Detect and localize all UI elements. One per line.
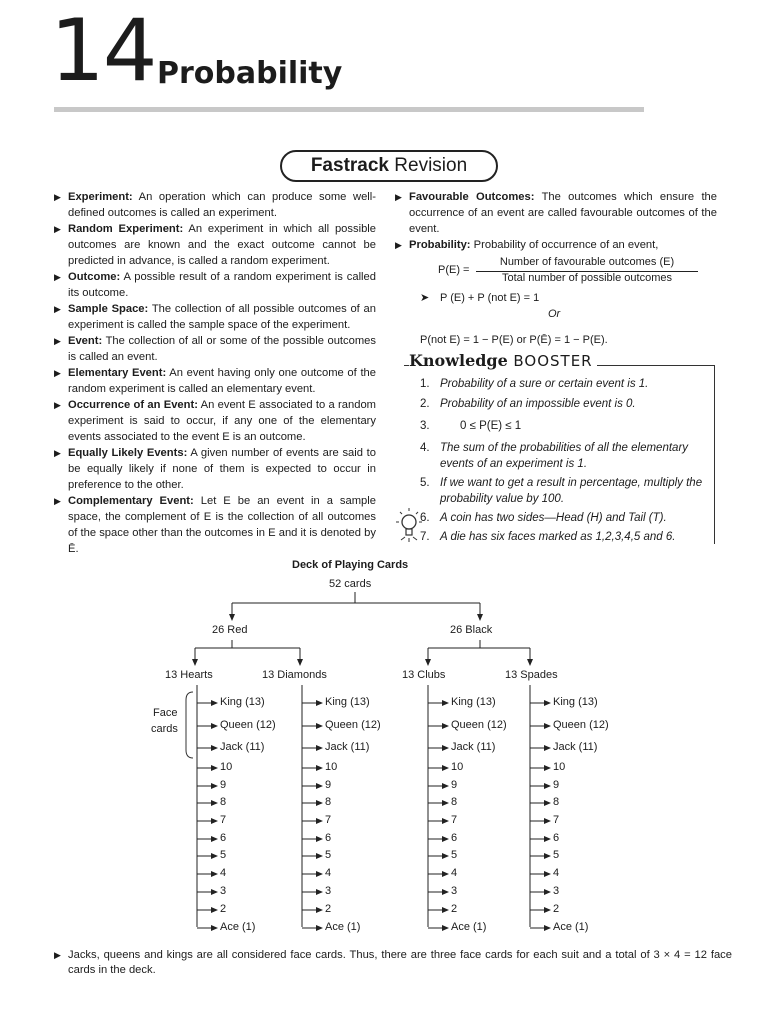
kb-number: 1.: [420, 378, 430, 390]
card-rank-label: Ace (1): [451, 921, 487, 933]
card-rank-label: 5: [451, 849, 458, 861]
card-rank-label: 10: [220, 761, 233, 773]
suit-spades: 13 Spades: [505, 669, 558, 681]
card-rank-label: 10: [451, 761, 464, 773]
card-rank-label: Jack (11): [325, 741, 370, 753]
card-rank-label: King (13): [553, 696, 598, 708]
card-rank-label: 9: [220, 779, 227, 791]
definition-text: An experiment in which all possible outcomes are known and the exact outcome cannot be predicted in advance, is called a random experiment.: [68, 223, 377, 267]
definition-term: Favourable Outcomes:: [409, 191, 535, 203]
deck-title: Deck of Playing Cards: [292, 559, 409, 571]
card-rank-label: 10: [553, 761, 566, 773]
kb-title-b: BOOSTER: [513, 352, 593, 370]
card-rank-label: 8: [553, 796, 560, 808]
card-rank-label: Ace (1): [220, 921, 256, 933]
suit-diamonds: 13 Diamonds: [262, 669, 327, 681]
or-text: Or: [548, 308, 561, 320]
chapter-number: 14: [50, 1, 156, 101]
revision-word: Revision: [394, 155, 468, 176]
definition-text: The outcomes which ensure the occurrence of an event are called favourable outcomes of the event.: [409, 191, 718, 235]
bullet-icon: ▶: [54, 448, 61, 458]
definition-term: Outcome:: [68, 271, 121, 283]
card-rank-label: 4: [553, 867, 560, 879]
kb-text: Probability of an impossible event is 0.: [440, 398, 636, 410]
card-rank-label: 8: [220, 796, 227, 808]
formula-denominator: Total number of possible outcomes: [502, 272, 672, 284]
kb-number: 2.: [420, 398, 430, 410]
bullet-icon: ▶: [395, 240, 402, 250]
card-rank-label: Ace (1): [325, 921, 361, 933]
card-rank-label: 8: [451, 796, 458, 808]
definition-text: An event E associated to a random experiment is said to occur, if any one of the elementary events associated to the event E is an outcome.: [68, 399, 376, 443]
card-rank-label: Queen (12): [553, 719, 609, 731]
face-cards-label-line2: cards: [151, 723, 178, 735]
suit-hearts: 13 Hearts: [165, 669, 213, 681]
deck-total: 52 cards: [329, 578, 372, 590]
card-rank-label: 2: [451, 903, 458, 915]
formula-lhs: P(E) =: [438, 264, 470, 276]
card-rank-label: 3: [220, 885, 227, 897]
definition-term: Event:: [68, 335, 103, 347]
complement-rule: P(not E) = 1 − P(E) or P(Ē) = 1 − P(E).: [420, 334, 608, 346]
definition-term: Occurrence of an Event:: [68, 399, 198, 411]
definition-text: The collection of all possible outcomes of an experiment is called the sample space of the experiment.: [68, 303, 376, 331]
card-rank-label: 4: [325, 867, 332, 879]
definition-term: Experiment:: [68, 191, 133, 203]
card-rank-label: 7: [553, 814, 560, 826]
definition-text: A possible result of a random experiment is called its outcome.: [68, 271, 376, 299]
kb-number: 4.: [420, 442, 430, 454]
card-rank-label: 2: [553, 903, 560, 915]
card-rank-label: Queen (12): [451, 719, 507, 731]
card-rank-label: 5: [325, 849, 332, 861]
card-rank-label: 6: [325, 832, 332, 844]
card-rank-label: 9: [451, 779, 458, 791]
bullet-icon: ▶: [54, 272, 61, 282]
card-rank-label: 7: [451, 814, 458, 826]
sum-rule: P (E) + P (not E) = 1: [440, 292, 540, 304]
bullet-icon: ▶: [54, 304, 61, 314]
card-rank-label: 3: [553, 885, 560, 897]
kb-number: 5.: [420, 477, 430, 489]
definition-term: Random Experiment:: [68, 223, 184, 235]
card-rank-label: King (13): [451, 696, 496, 708]
definition-term: Elementary Event:: [68, 367, 167, 379]
definition-text: An operation which can produce some well-defined outcomes is called an experiment.: [68, 191, 376, 219]
card-rank-label: 6: [451, 832, 458, 844]
card-rank-label: Jack (11): [451, 741, 496, 753]
fastrack-brand: Fastrack: [310, 155, 389, 176]
card-rank-label: Jack (11): [553, 741, 598, 753]
definition-text: Let E be an event in a sample space, the complement of E is the collection of all outcomes of the space other than the outcomes in E and it is denoted by Ē.: [68, 495, 376, 555]
definition-term: Sample Space:: [68, 303, 149, 315]
card-rank-label: 4: [451, 867, 458, 879]
card-rank-label: Ace (1): [553, 921, 589, 933]
definition-term: Complementary Event:: [68, 495, 194, 507]
black-cards-label: 26 Black: [450, 624, 493, 636]
face-cards-label-line1: Face: [153, 707, 178, 719]
card-rank-label: 3: [325, 885, 332, 897]
red-cards-label: 26 Red: [212, 624, 248, 636]
kb-number: 3.: [420, 420, 430, 432]
card-rank-label: 9: [553, 779, 560, 791]
card-rank-label: 3: [451, 885, 458, 897]
kb-title-a: Knowledge: [409, 351, 508, 370]
card-rank-label: 4: [220, 867, 227, 879]
definition-term: Probability:: [409, 239, 471, 251]
card-rank-label: 7: [220, 814, 227, 826]
bullet-icon: ▶: [395, 192, 402, 202]
kb-number: 7.: [420, 531, 430, 543]
bullet-icon: ▶: [54, 950, 61, 960]
arrow-bullet-icon: ➤: [420, 292, 430, 304]
bullet-icon: ▶: [54, 336, 61, 346]
kb-text: A die has six faces marked as 1,2,3,4,5 and 6.: [440, 531, 676, 543]
card-rank-label: Queen (12): [220, 719, 276, 731]
kb-text: Probability of a sure or certain event is 1.: [440, 378, 649, 390]
card-rank-label: Jack (11): [220, 741, 265, 753]
kb-number: 6.: [420, 512, 430, 524]
formula-numerator: Number of favourable outcomes (E): [499, 256, 675, 268]
bullet-icon: ▶: [54, 400, 61, 410]
kb-text: A coin has two sides—Head (H) and Tail (T).: [440, 512, 667, 524]
card-rank-label: 2: [325, 903, 332, 915]
definition-term: Equally Likely Events:: [68, 447, 188, 459]
chapter-title: Probability: [157, 56, 343, 91]
definition-text: A given number of events are said to be equally likely if none of them is expected to occur in preference to the other.: [68, 447, 376, 491]
definition-text: Probability of occurrence of an event,: [470, 239, 659, 251]
card-rank-label: Queen (12): [325, 719, 381, 731]
card-rank-label: 5: [220, 849, 227, 861]
bullet-icon: ▶: [54, 224, 61, 234]
footnote-text: Jacks, queens and kings are all considered face cards. Thus, there are three face cards for each suit and a total of 3 × 4 = 12 face cards in the deck.: [68, 949, 732, 976]
bullet-icon: ▶: [54, 192, 61, 202]
kb-text: 0 ≤ P(E) ≤ 1: [460, 420, 522, 432]
card-rank-label: 2: [220, 903, 227, 915]
card-rank-label: 6: [220, 832, 227, 844]
card-rank-label: 9: [325, 779, 332, 791]
card-rank-label: King (13): [220, 696, 265, 708]
bullet-icon: ▶: [54, 368, 61, 378]
card-rank-label: 6: [553, 832, 560, 844]
bullet-icon: ▶: [54, 496, 61, 506]
kb-text: If we want to get a result in percentage, multiply the probability value by 100.: [440, 477, 703, 505]
card-rank-label: 8: [325, 796, 332, 808]
card-rank-label: 5: [553, 849, 560, 861]
card-rank-label: King (13): [325, 696, 370, 708]
card-rank-label: 10: [325, 761, 338, 773]
face-cards-footnote: [54, 948, 732, 978]
definition-text: The collection of all or some of the possible outcomes is called an event.: [68, 335, 376, 363]
card-rank-label: 7: [325, 814, 332, 826]
suit-clubs: 13 Clubs: [402, 669, 446, 681]
kb-text: The sum of the probabilities of all the elementary events of an experiment is 1.: [440, 442, 689, 470]
definition-text: An event having only one outcome of the random experiment is called an elementary event.: [68, 367, 376, 395]
